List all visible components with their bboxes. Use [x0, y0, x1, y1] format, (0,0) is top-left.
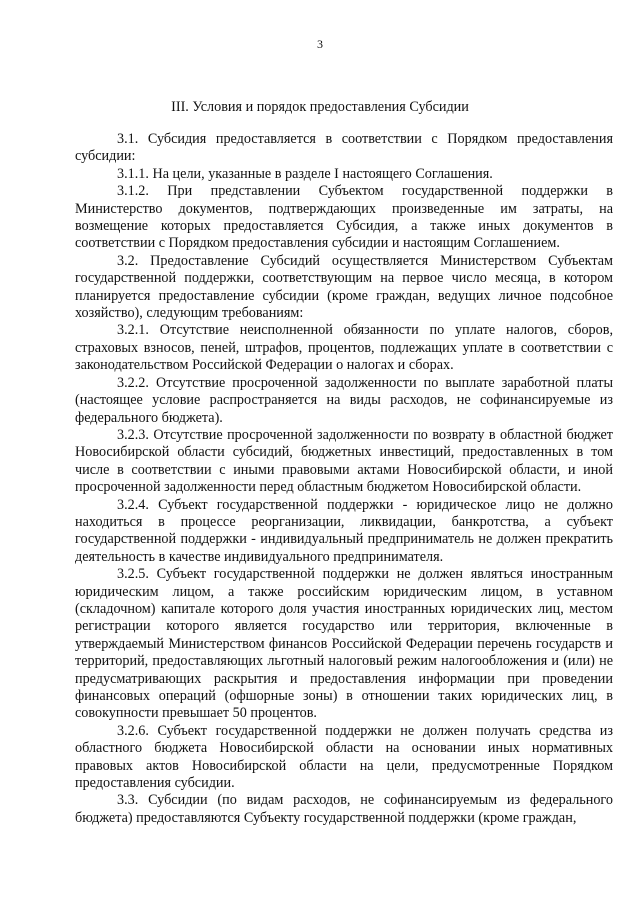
- paragraph-3-2-5: 3.2.5. Субъект государственной поддержки не должен являться иностранным юридическим лицом, а также российским юридическим лицом, в уставном (складочном) капитале которого доля участия иностранных юридических лиц, местом регистрации которого является государство или территория, включенные в утверждаемый Министерством финансов Российской Федерации перечень государств и территорий, предоставляющих льготный налоговый режим налогообложения и (или) не предусматривающих раскрытия и предоставления информации при проведении финансовых операций (офшорные зоны) в отношении таких юридических лиц, в совокупности превышает 50 процентов.: [75, 566, 613, 722]
- section-title: III. Условия и порядок предоставления Субсидии: [171, 99, 469, 115]
- paragraph-3-2-2: 3.2.2. Отсутствие просроченной задолженности по выплате заработной платы (настоящее условие распространяется на виды расходов, не софинансируемые из федерального бюджета).: [75, 374, 613, 426]
- paragraph-3-2-1: 3.2.1. Отсутствие неисполненной обязанности по уплате налогов, сборов, страховых взносов, пеней, штрафов, процентов, подлежащих уплате в соответствии с законодательством Российской Федерации о налогах и сборах.: [75, 322, 613, 374]
- paragraph-3-2-6: 3.2.6. Субъект государственной поддержки не должен получать средства из областного бюджета Новосибирской области на основании иных нормативных правовых актов Новосибирской области на цели, предусмотренные Порядком предоставления субсидии.: [75, 722, 613, 792]
- paragraph-3-1-1: 3.1.1. На цели, указанные в разделе I настоящего Соглашения.: [117, 165, 493, 182]
- paragraph-3-2-3: 3.2.3. Отсутствие просроченной задолженности по возврату в областной бюджет Новосибирской области субсидий, бюджетных инвестиций, предоставленных в том числе в соответствии с иными правовыми актами Новосибирской области, и иной просроченной задолженности перед областным бюджетом Новосибирской области.: [75, 426, 613, 496]
- paragraph-3-1: 3.1. Субсидия предоставляется в соответствии с Порядком предоставления субсидии:: [75, 131, 613, 165]
- page-number: 3: [317, 37, 323, 51]
- paragraph-3-2-4: 3.2.4. Субъект государственной поддержки - юридическое лицо не должно находиться в процессе реорганизации, ликвидации, банкротства, а субъект государственной поддержки - индивидуальный предприниматель не должен прекратить деятельность в качестве индивидуального предпринимателя.: [75, 496, 613, 565]
- section-body: [75, 131, 613, 827]
- paragraph-3-2: 3.2. Предоставление Субсидий осуществляется Министерством Субъектам государственной поддержки, соответствующим на первое число месяца, в котором планируется предоставление субсидии (кроме граждан, ведущих личное подсобное хозяйство), следующим требованиям:: [75, 252, 613, 322]
- paragraph-3-3: 3.3. Субсидии (по видам расходов, не софинансируемым из федерального бюджета) предоставляются Субъекту государственной поддержки (кроме граждан,: [75, 792, 613, 826]
- paragraph-3-1-2: 3.1.2. При представлении Субъектом государственной поддержки в Министерство документов, подтверждающих произведенные им затраты, на возмещение которых предоставляется Субсидия, а также иных документов в соответствии с Порядком предоставления субсидии и настоящим Соглашением.: [75, 183, 613, 252]
